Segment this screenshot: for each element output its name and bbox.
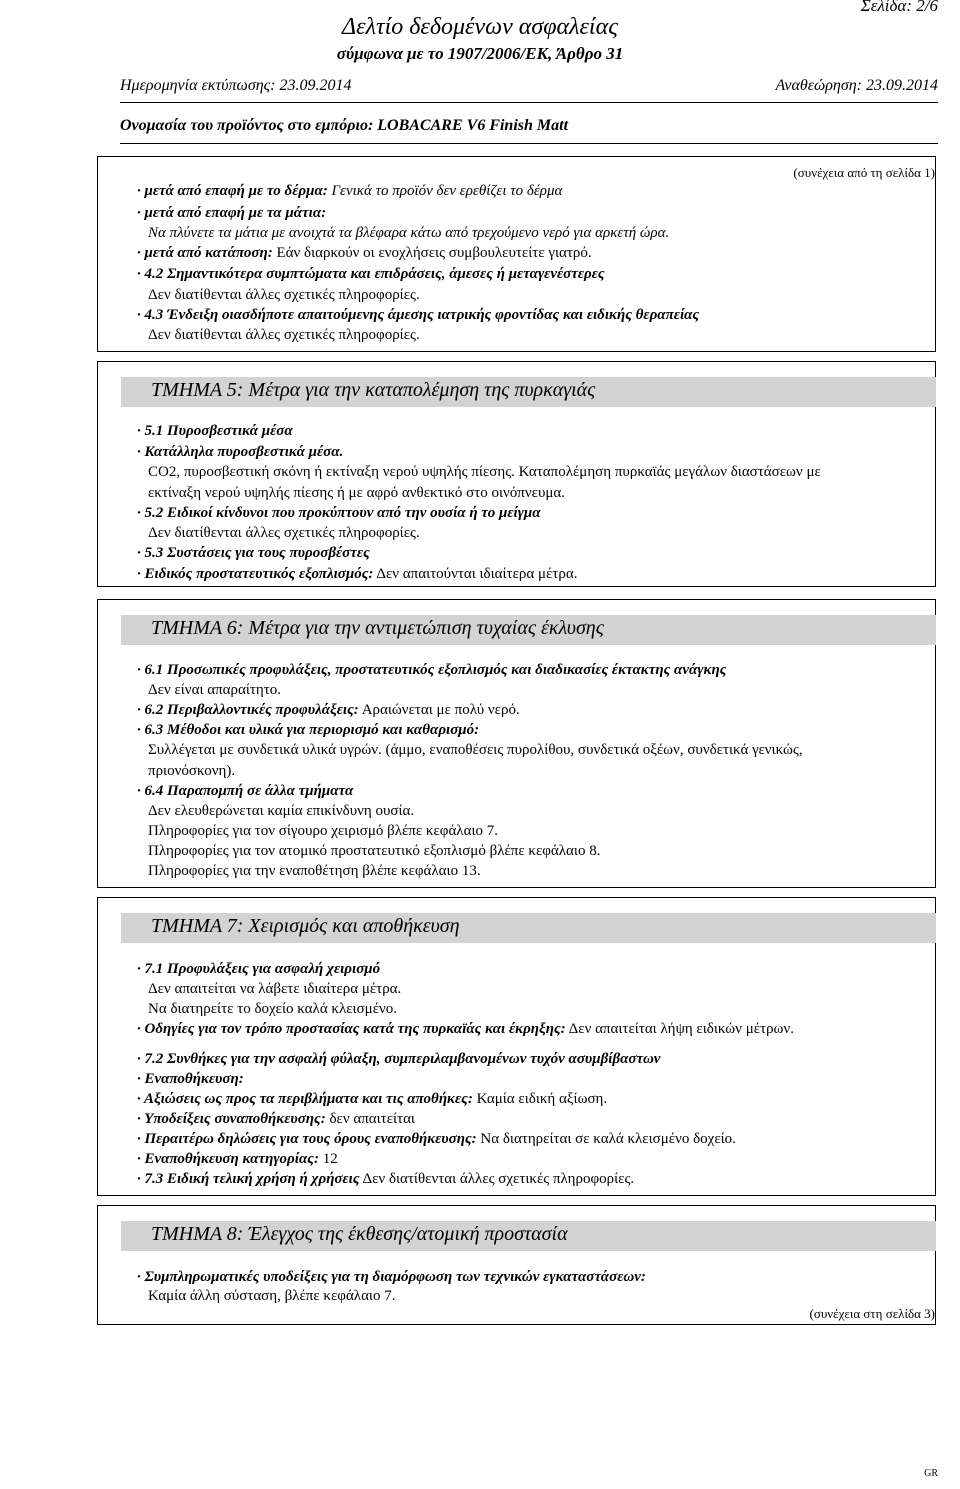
section-7-2-title: · 7.2 Συνθήκες για την ασφαλή φύλαξη, συμπεριλαμβανομένων τυχόν ασυμβίβαστων xyxy=(137,1051,661,1067)
storage-label: · Εναποθήκευση: xyxy=(137,1071,244,1087)
section-6-4-title: · 6.4 Παραπομπή σε άλλα τμήματα xyxy=(137,783,354,799)
section-6-3-text-1: Συλλέγεται με συνδετικά υλικά υγρών. (άμμο, εναποθέσεις πυρολίθου, συνδετικά οξέων, συνδετικά γενικώς, xyxy=(148,742,803,758)
continued-next-note: (συνέχεια στη σελίδα 3) xyxy=(809,1306,935,1321)
storage-class: · Εναποθήκευση κατηγορίας: 12 xyxy=(137,1151,338,1167)
suitable-media-text-1: CO2, πυροσβεστική σκόνη ή εκτίναξη νερού υψηλής πίεσης. Καταπολέμηση πυρκαϊάς μεγάλων διαστάσεων με xyxy=(148,464,821,480)
section-5-1-title: · 5.1 Πυροσβεστικά μέσα xyxy=(137,423,293,439)
eye-contact-text: Να πλύνετε τα μάτια με ανοιχτά τα βλέφαρα κάτω από τρεχούμενο νερό για αρκετή ώρα. xyxy=(148,225,670,241)
section-5-3-title: · 5.3 Συστάσεις για τους πυροσβέστες xyxy=(137,545,370,561)
section-7-1-text-2: Να διατηρείτε το δοχείο καλά κλεισμένο. xyxy=(148,1001,398,1017)
section-4-3-text: Δεν διατίθενται άλλες σχετικές πληροφορίες. xyxy=(148,327,420,343)
section-6-1-text: Δεν είναι απαραίτητο. xyxy=(148,682,282,698)
continued-from-note: (συνέχεια από τη σελίδα 1) xyxy=(793,165,935,180)
section-6-3-title: · 6.3 Μέθοδοι και υλικά για περιορισμό και καθαρισμό: xyxy=(137,722,480,738)
language-code: GR xyxy=(924,1468,938,1479)
section-5-2-text: Δεν διατίθενται άλλες σχετικές πληροφορίες. xyxy=(148,525,420,541)
section-7-1-title: · 7.1 Προφυλάξεις για ασφαλή χειρισμό xyxy=(137,961,381,977)
technical-facilities-label: · Συμπληρωματικές υποδείξεις για τη διαμόρφωση των τεχνικών εγκαταστάσεων: xyxy=(137,1269,646,1285)
suitable-media-label: · Κατάλληλα πυροσβεστικά μέσα. xyxy=(137,444,344,460)
section-6-4-text-3: Πληροφορίες για τον ατομικό προστατευτικό εξοπλισμό βλέπε κεφάλαιο 8. xyxy=(148,843,601,859)
section-6-2: · 6.2 Περιβαλλοντικές προφυλάξεις: Αραιώνεται με πολύ νερό. xyxy=(137,702,520,718)
print-date: Ημερομηνία εκτύπωσης: 23.09.2014 xyxy=(120,77,352,94)
section-7-3: · 7.3 Ειδική τελική χρήση ή χρήσεις Δεν διατίθενται άλλες σχετικές πληροφορίες. xyxy=(137,1171,635,1187)
document-subtitle: σύμφωνα με το 1907/2006/ΕΚ, Άρθρο 31 xyxy=(336,44,624,63)
section-6-4-text-4: Πληροφορίες για την εναποθέτηση βλέπε κεφάλαιο 13. xyxy=(148,863,481,879)
section-6-4-text-1: Δεν ελευθερώνεται καμία επικίνδυνη ουσία. xyxy=(148,803,415,819)
section-7-heading: ΤΜΗΜΑ 7: Χειρισμός και αποθήκευση xyxy=(151,915,460,937)
product-divider xyxy=(120,143,938,144)
revision-date: Αναθεώρηση: 23.09.2014 xyxy=(775,77,938,94)
product-name: Ονομασία του προϊόντος στο εμπόριο: LOBACARE V6 Finish Matt xyxy=(120,117,569,134)
section-5-2-title: · 5.2 Ειδικοί κίνδυνοι που προκύπτουν από την ουσία ή το μείγμα xyxy=(137,505,541,521)
page-number: Σελίδα: 2/6 xyxy=(860,0,938,15)
section-5-heading: ΤΜΗΜΑ 5: Μέτρα για την καταπολέμηση της πυρκαγιάς xyxy=(151,379,596,401)
ingestion: · μετά από κατάποση: Εάν διαρκούν οι ενοχλήσεις συμβουλευτείτε γιατρό. xyxy=(137,245,592,261)
storage-requirements: · Αξιώσεις ως προς τα περιβλήματα και τις αποθήκες: Καμία ειδική αξίωση. xyxy=(137,1091,608,1107)
document-title: Δελτίο δεδομένων ασφαλείας xyxy=(342,14,618,40)
technical-facilities-text: Καμία άλλη σύσταση, βλέπε κεφάλαιο 7. xyxy=(148,1288,396,1304)
skin-contact: · μετά από επαφή με το δέρμα: Γενικά το προϊόν δεν ερεθίζει το δέρμα xyxy=(137,183,563,199)
suitable-media-text-2: εκτίναξη νερού υψηλής πίεσης ή με αφρό ανθεκτικό στο οινόπνευμα. xyxy=(148,485,566,501)
protective-equipment: · Ειδικός προστατευτικός εξοπλισμός: Δεν απαιτούνται ιδιαίτερα μέτρα. xyxy=(137,566,578,582)
section-7-heading-bar xyxy=(121,913,936,943)
section-4-3-title: · 4.3 Ένδειξη οιασδήποτε απαιτούμενης άμεσης ιατρικής φροντίδας και ειδικής θεραπείας xyxy=(137,307,700,323)
eye-contact-label: · μετά από επαφή με τα μάτια: xyxy=(137,205,327,221)
section-5-heading-bar xyxy=(121,377,936,407)
storage-hints: · Υποδείξεις συναποθήκευσης: δεν απαιτείται xyxy=(137,1111,415,1127)
section-4-2-text: Δεν διατίθενται άλλες σχετικές πληροφορίες. xyxy=(148,287,420,303)
header-divider xyxy=(120,102,938,103)
section-8-heading: ΤΜΗΜΑ 8: Έλεγχος της έκθεσης/ατομική προστασία xyxy=(151,1223,568,1245)
section-6-heading: ΤΜΗΜΑ 6: Μέτρα για την αντιμετώπιση τυχαίας έκλυσης xyxy=(151,617,604,639)
section-4-2-title: · 4.2 Σημαντικότερα συμπτώματα και επιδράσεις, άμεσες ή μεταγενέστερες xyxy=(137,266,605,282)
fire-protection: · Οδηγίες για τον τρόπο προστασίας κατά της πυρκαϊάς και έκρηξης: Δεν απαιτείται λήψη ειδικών μέτρων. xyxy=(137,1021,794,1037)
section-6-1-title: · 6.1 Προσωπικές προφυλάξεις, προστατευτικός εξοπλισμός και διαδικασίες έκτακτης ανάγκης xyxy=(137,662,727,678)
further-storage-info: · Περαιτέρω δηλώσεις για τους όρους εναποθήκευσης: Να διατηρείται σε καλά κλεισμένο δοχείο. xyxy=(137,1131,736,1147)
section-8-heading-bar xyxy=(121,1221,936,1251)
section-6-4-text-2: Πληροφορίες για τον σίγουρο χειρισμό βλέπε κεφάλαιο 7. xyxy=(148,823,498,839)
section-7-1-text-1: Δεν απαιτείται να λάβετε ιδιαίτερα μέτρα. xyxy=(148,981,402,997)
section-6-3-text-2: πριονόσκονη). xyxy=(148,763,236,779)
section-6-heading-bar xyxy=(121,615,936,645)
